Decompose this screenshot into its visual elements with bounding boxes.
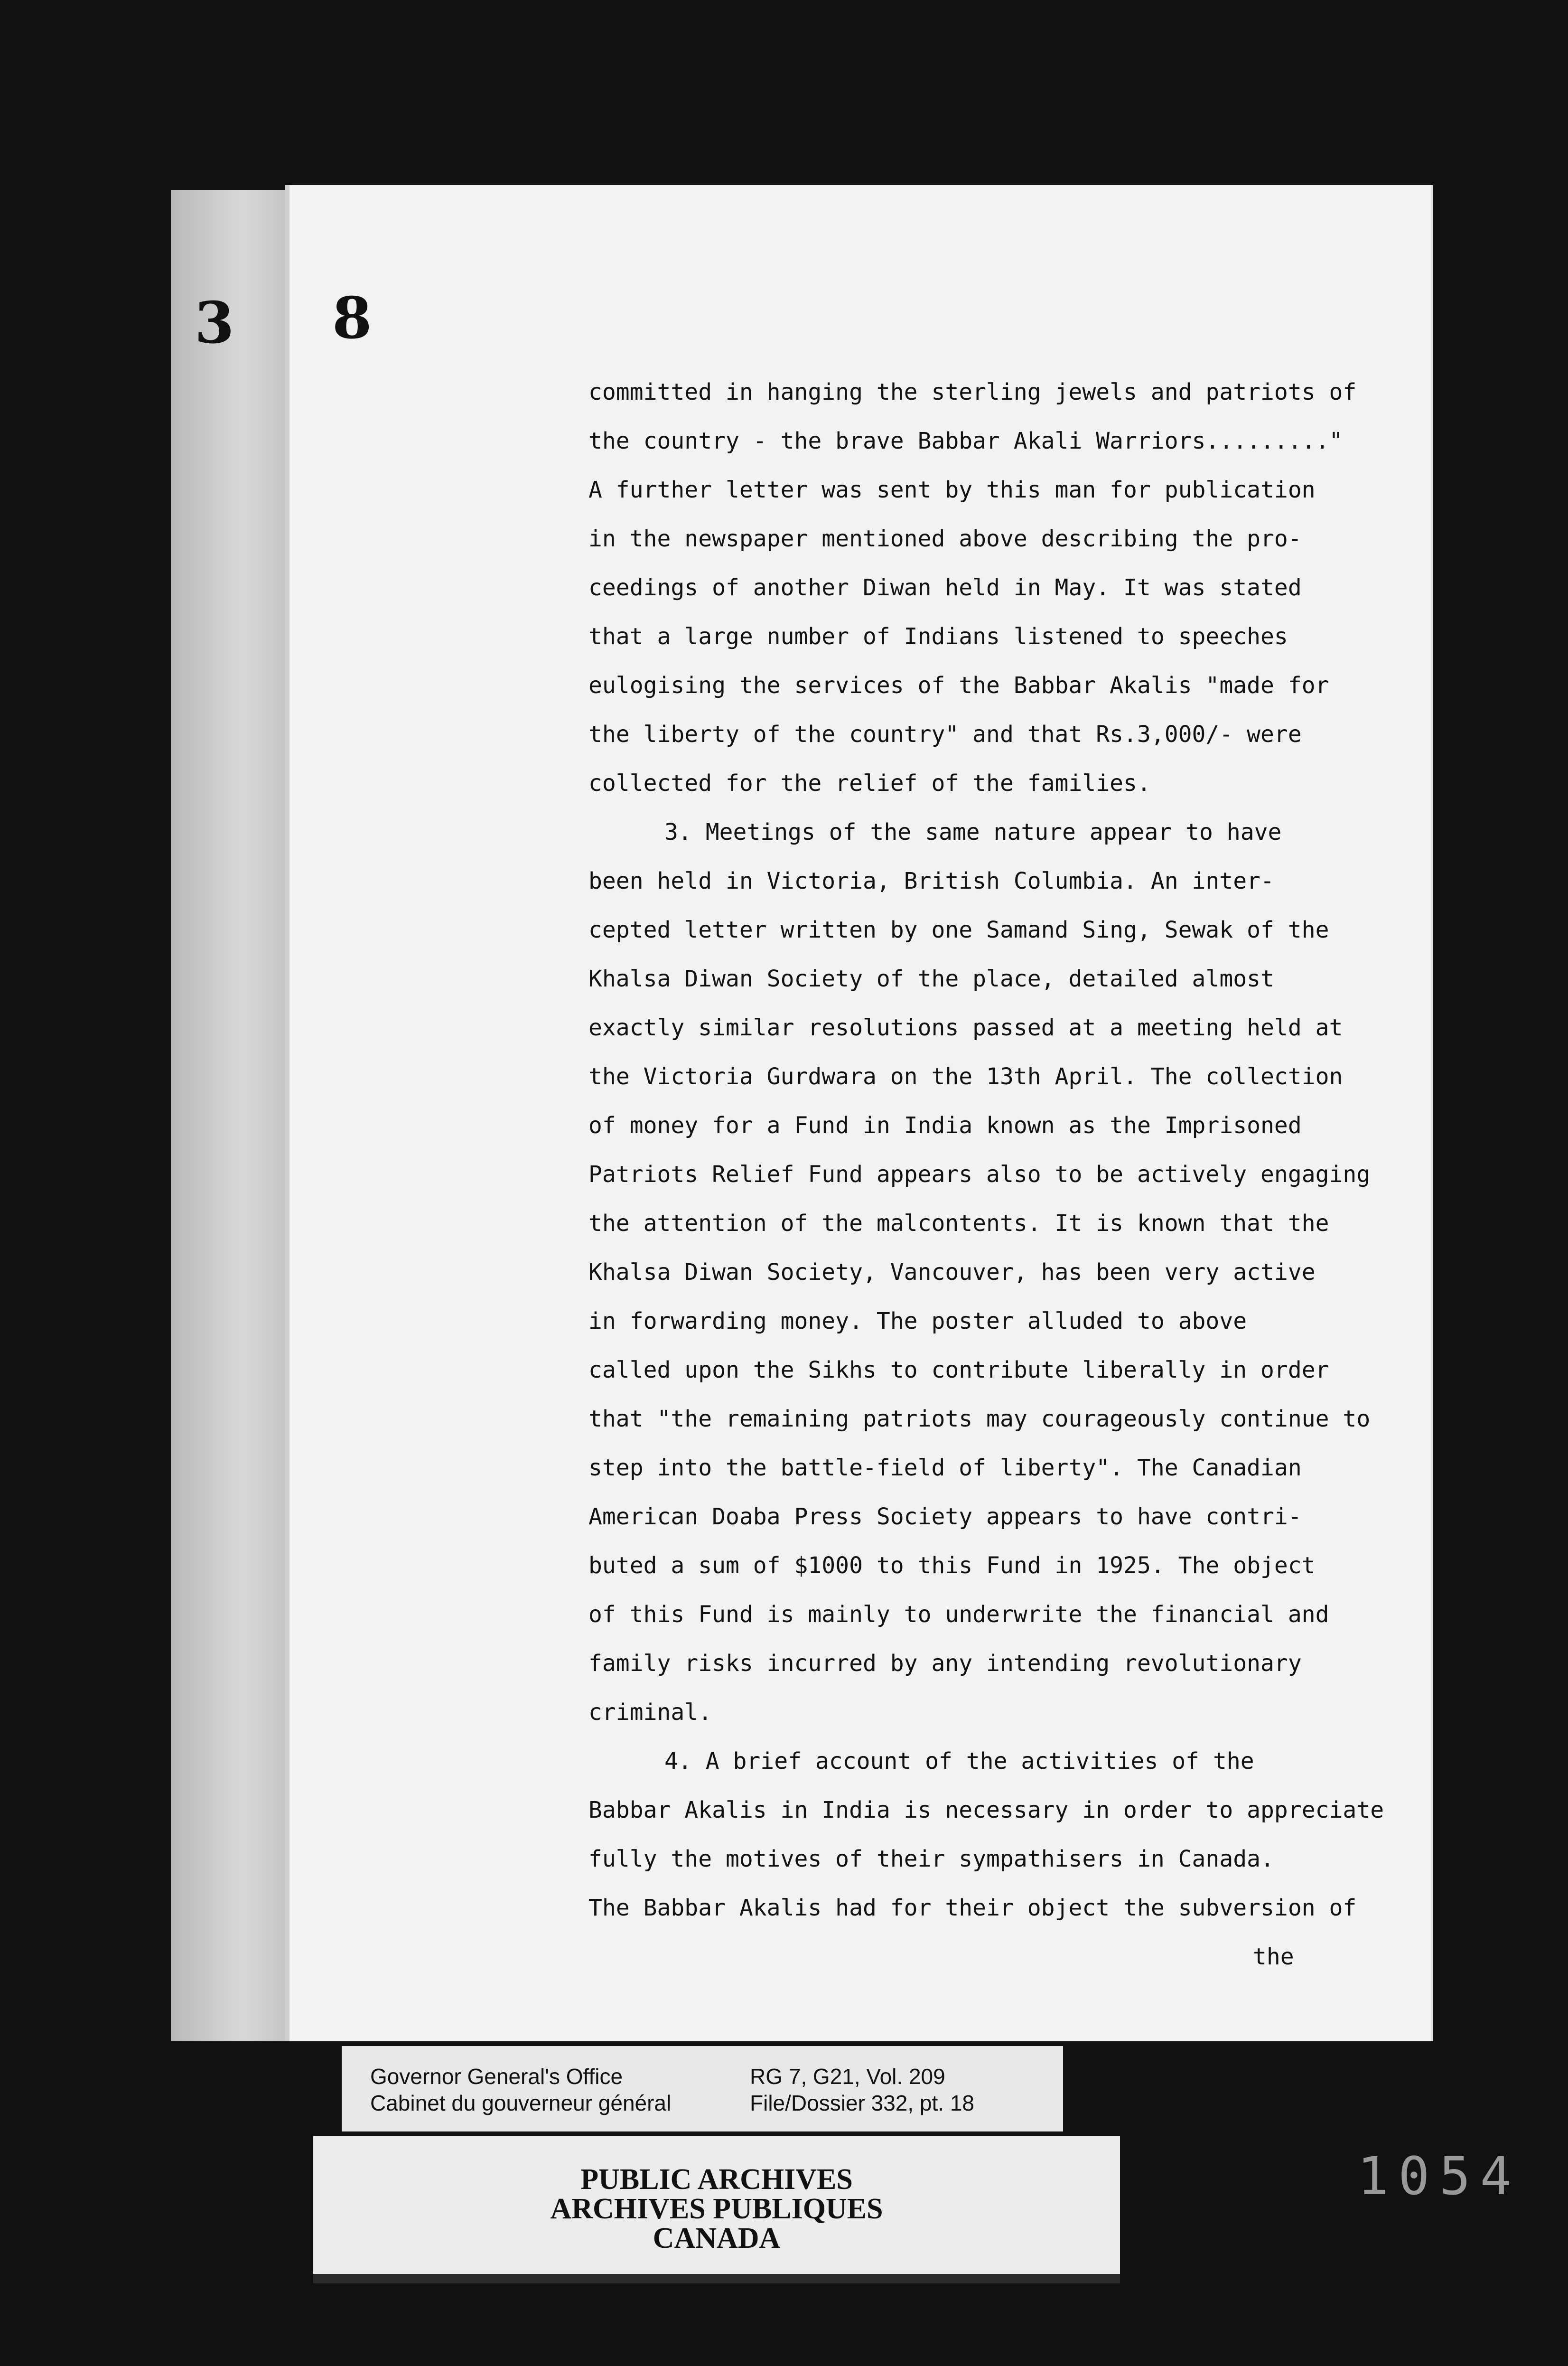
text-line: American Doaba Press Society appears to have contri-: [588, 1503, 1302, 1530]
stamp-line-1: PUBLIC ARCHIVES: [580, 2163, 853, 2196]
bottom-divider: [313, 2274, 1120, 2283]
page-number-right: 8: [332, 285, 372, 352]
text-line: The Babbar Akalis had for their object the subversion of: [588, 1895, 1357, 1921]
text-line: family risks incurred by any intending revolutionary: [588, 1650, 1302, 1677]
text-line: been held in Victoria, British Columbia. An inter-: [588, 868, 1274, 894]
stamp-text: [313, 2165, 1120, 2253]
text-line: of this Fund is mainly to underwrite the financial and: [588, 1601, 1329, 1628]
left-film-strip: [171, 190, 289, 2041]
stamp-line-2: ARCHIVES PUBLIQUES: [550, 2193, 883, 2225]
frame-number: 1054: [1357, 2146, 1521, 2206]
text-line: committed in hanging the sterling jewels and patriots of: [588, 379, 1357, 405]
text-line: Babbar Akalis in India is necessary in order to appreciate: [588, 1797, 1384, 1823]
text-line: cepted letter written by one Samand Sing, Sewak of the: [588, 917, 1329, 943]
text-line: called upon the Sikhs to contribute liberally in order: [588, 1357, 1329, 1383]
text-line: the country - the brave Babbar Akali Warriors.........": [588, 428, 1343, 454]
archives-stamp: [313, 2136, 1120, 2279]
text-line: of money for a Fund in India known as the Imprisoned: [588, 1112, 1302, 1139]
record-group-ref: RG 7, G21, Vol. 209: [750, 2064, 945, 2089]
text-line: A further letter was sent by this man for publication: [588, 477, 1316, 503]
paragraph-4-start: 4. A brief account of the activities of the: [664, 1748, 1254, 1774]
catchword: the: [1253, 1944, 1294, 1970]
stamp-line-3: CANADA: [653, 2222, 781, 2254]
text-line: the attention of the malcontents. It is known that the: [588, 1210, 1329, 1237]
text-line: criminal.: [588, 1699, 712, 1726]
text-line: collected for the relief of the families.: [588, 770, 1151, 797]
office-name-en: Governor General's Office: [370, 2064, 623, 2089]
archive-reference: [750, 2063, 974, 2116]
text-line: fully the motives of their sympathisers in Canada.: [588, 1846, 1274, 1872]
text-line: that a large number of Indians listened to speeches: [588, 623, 1288, 650]
text-line: in forwarding money. The poster alluded to above: [588, 1308, 1247, 1334]
text-line: step into the battle-field of liberty". The Canadian: [588, 1455, 1302, 1481]
text-line: buted a sum of $1000 to this Fund in 1925. The object: [588, 1552, 1316, 1579]
text-line: eulogising the services of the Babbar Akalis "made for: [588, 672, 1329, 699]
text-line: ceedings of another Diwan held in May. It was stated: [588, 574, 1302, 601]
archive-reference-label: [342, 2046, 1063, 2131]
paragraph-3-start: 3. Meetings of the same nature appear to have: [664, 819, 1282, 845]
file-ref: File/Dossier 332, pt. 18: [750, 2091, 975, 2115]
office-names: [370, 2063, 671, 2116]
text-line: the liberty of the country" and that Rs.3,000/- were: [588, 721, 1302, 748]
text-line: Khalsa Diwan Society, Vancouver, has been very active: [588, 1259, 1316, 1286]
text-line: exactly similar resolutions passed at a meeting held at: [588, 1014, 1343, 1041]
page-number-left: 3: [195, 290, 234, 357]
text-line: in the newspaper mentioned above describing the pro-: [588, 526, 1302, 552]
text-line: Patriots Relief Fund appears also to be actively engaging: [588, 1161, 1371, 1188]
text-line: that "the remaining patriots may courageously continue to: [588, 1406, 1371, 1432]
office-name-fr: Cabinet du gouverneur général: [370, 2091, 672, 2115]
typed-body-text: [588, 368, 1414, 1981]
text-line: Khalsa Diwan Society of the place, detailed almost: [588, 966, 1274, 992]
text-line: the Victoria Gurdwara on the 13th April. The collection: [588, 1063, 1343, 1090]
